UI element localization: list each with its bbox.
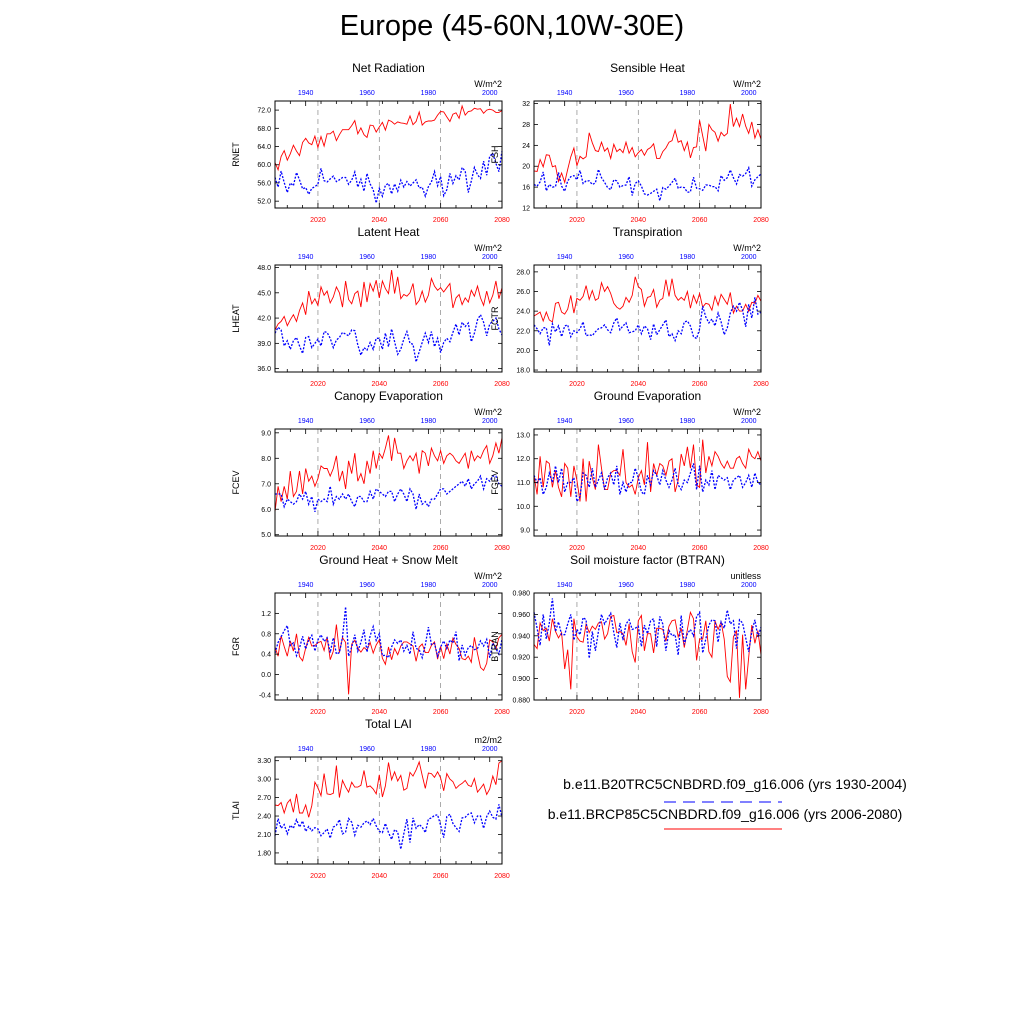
y-axis-label: FCTR xyxy=(490,306,500,331)
panel-units: W/m^2 xyxy=(733,407,761,417)
panel-title: Latent Heat xyxy=(357,225,420,239)
panel-fcev xyxy=(231,389,510,552)
x-tick-label-bottom: 2060 xyxy=(691,545,708,552)
x-tick-label-bottom: 2060 xyxy=(432,545,449,552)
x-tick-label-bottom: 2020 xyxy=(569,381,585,388)
x-tick-label-bottom: 2080 xyxy=(753,217,769,224)
x-tick-label-bottom: 2060 xyxy=(691,217,708,224)
panel-units: W/m^2 xyxy=(733,79,761,89)
series-line-historical xyxy=(534,168,761,201)
y-axis-label: FGEV xyxy=(490,470,500,495)
series-line-future xyxy=(275,761,502,818)
y-tick-label: 3.30 xyxy=(257,758,271,766)
series-line-future xyxy=(534,104,761,182)
y-tick-label: 68.0 xyxy=(257,125,271,133)
x-tick-label-top: 1980 xyxy=(420,582,437,589)
series-line-historical xyxy=(275,151,502,203)
panel-rnet xyxy=(231,61,510,224)
x-tick-label-top: 1960 xyxy=(359,90,375,97)
y-tick-label: 24 xyxy=(522,142,530,150)
panel-fgr xyxy=(231,553,510,716)
panel-units: m2/m2 xyxy=(474,735,502,745)
y-tick-label: 0.980 xyxy=(512,590,530,598)
y-axis-label: LHEAT xyxy=(231,304,241,333)
series-line-future xyxy=(275,435,502,511)
x-tick-label-bottom: 2020 xyxy=(310,545,326,552)
series-line-future xyxy=(534,440,761,502)
panel-units: W/m^2 xyxy=(733,243,761,253)
y-tick-label: 0.960 xyxy=(512,611,530,619)
series-line-historical xyxy=(275,804,502,849)
x-tick-label-bottom: 2040 xyxy=(371,217,388,224)
x-tick-label-top: 2000 xyxy=(481,418,498,425)
y-axis-label: FCEV xyxy=(231,470,241,495)
y-tick-label: 20 xyxy=(522,163,530,171)
x-tick-label-top: 1960 xyxy=(618,418,634,425)
x-tick-label-top: 1960 xyxy=(618,254,634,261)
x-tick-label-top: 2000 xyxy=(481,746,498,753)
panel-title: Sensible Heat xyxy=(610,61,685,75)
x-tick-label-bottom: 2020 xyxy=(310,873,326,880)
x-tick-label-top: 1980 xyxy=(420,254,437,261)
y-tick-label: 7.0 xyxy=(261,481,271,489)
x-tick-label-bottom: 2080 xyxy=(494,217,510,224)
series-line-historical xyxy=(534,297,761,345)
y-tick-label: 26.0 xyxy=(516,289,530,297)
x-tick-label-bottom: 2080 xyxy=(494,545,510,552)
plot-frame xyxy=(275,265,502,372)
x-tick-label-top: 2000 xyxy=(740,254,757,261)
x-tick-label-top: 1960 xyxy=(359,582,375,589)
x-tick-label-top: 2000 xyxy=(740,418,757,425)
plot-frame xyxy=(275,757,502,864)
x-tick-label-bottom: 2020 xyxy=(569,709,585,716)
x-tick-label-bottom: 2040 xyxy=(371,381,388,388)
x-tick-label-bottom: 2080 xyxy=(494,709,510,716)
x-tick-label-top: 1980 xyxy=(679,90,696,97)
panel-btran xyxy=(490,553,769,716)
y-tick-label: 6.0 xyxy=(261,506,271,514)
figure-title: Europe (45-60N,10W-30E) xyxy=(339,10,685,42)
series-line-historical xyxy=(275,315,502,362)
y-tick-label: 52.0 xyxy=(257,198,271,206)
y-tick-label: 9.0 xyxy=(261,430,271,438)
x-tick-label-top: 1940 xyxy=(297,90,314,97)
panel-title: Ground Evaporation xyxy=(593,389,702,403)
y-tick-label: 11.0 xyxy=(516,480,530,487)
x-tick-label-bottom: 2040 xyxy=(630,709,647,716)
legend-label-future: b.e11.BRCP85C5CNBDRD.f09_g16.006 (yrs 2006-2080) xyxy=(547,806,903,822)
y-tick-label: 5.0 xyxy=(261,532,271,540)
series-line-future xyxy=(275,625,502,695)
x-tick-label-bottom: 2040 xyxy=(630,381,647,388)
plot-frame xyxy=(534,101,761,208)
x-tick-label-bottom: 2040 xyxy=(371,709,388,716)
y-tick-label: 3.00 xyxy=(257,776,271,784)
x-tick-label-top: 1960 xyxy=(359,254,375,261)
y-tick-label: 72.0 xyxy=(257,107,271,115)
x-tick-label-top: 1960 xyxy=(359,746,375,753)
x-tick-label-bottom: 2040 xyxy=(371,545,388,552)
series-line-historical xyxy=(275,607,502,661)
panel-units: W/m^2 xyxy=(474,79,502,89)
panel-fsh xyxy=(490,61,769,224)
panel-units: unitless xyxy=(730,571,761,581)
panel-units: W/m^2 xyxy=(474,243,502,253)
x-tick-label-bottom: 2040 xyxy=(630,217,647,224)
plot-frame xyxy=(275,429,502,536)
x-tick-label-bottom: 2040 xyxy=(371,873,388,880)
x-tick-label-top: 1980 xyxy=(679,418,696,425)
series-line-future xyxy=(534,277,761,322)
y-tick-label: 1.2 xyxy=(261,610,271,618)
y-tick-label: 24.0 xyxy=(516,308,530,316)
x-tick-label-bottom: 2080 xyxy=(753,709,769,716)
y-tick-label: 39.0 xyxy=(257,340,271,348)
plot-frame xyxy=(275,593,502,700)
x-tick-label-top: 1960 xyxy=(618,90,634,97)
y-tick-label: 18.0 xyxy=(516,367,530,375)
x-tick-label-bottom: 2020 xyxy=(310,217,326,224)
x-tick-label-top: 1980 xyxy=(420,418,437,425)
y-tick-label: 12.0 xyxy=(516,456,530,464)
y-tick-label: -0.4 xyxy=(258,692,271,700)
x-tick-label-bottom: 2080 xyxy=(494,873,510,880)
x-tick-label-bottom: 2080 xyxy=(753,545,769,552)
panel-units: W/m^2 xyxy=(474,407,502,417)
x-tick-label-top: 2000 xyxy=(481,582,498,589)
panel-units: W/m^2 xyxy=(474,571,502,581)
y-tick-label: 42.0 xyxy=(257,315,271,323)
x-tick-label-top: 1940 xyxy=(297,254,314,261)
series-line-future xyxy=(275,270,502,330)
x-tick-label-bottom: 2080 xyxy=(753,381,769,388)
y-axis-label: FGR xyxy=(231,637,241,656)
x-tick-label-top: 1960 xyxy=(618,582,634,589)
y-tick-label: 20.0 xyxy=(516,347,530,355)
y-tick-label: 0.880 xyxy=(512,697,530,705)
x-tick-label-bottom: 2060 xyxy=(432,217,449,224)
x-tick-label-bottom: 2060 xyxy=(432,873,449,880)
x-tick-label-top: 1940 xyxy=(556,254,573,261)
y-tick-label: 28 xyxy=(522,121,530,129)
panel-title: Ground Heat + Snow Melt xyxy=(319,553,458,567)
x-tick-label-top: 2000 xyxy=(481,254,498,261)
x-tick-label-top: 2000 xyxy=(740,90,757,97)
y-tick-label: 2.10 xyxy=(257,831,271,839)
y-tick-label: 0.900 xyxy=(512,676,530,684)
y-tick-label: 56.0 xyxy=(257,180,271,188)
panel-fgev xyxy=(490,389,769,552)
x-tick-label-bottom: 2060 xyxy=(432,381,449,388)
y-tick-label: 8.0 xyxy=(261,455,271,463)
panel-title: Total LAI xyxy=(365,717,412,731)
x-tick-label-bottom: 2020 xyxy=(569,217,585,224)
x-tick-label-bottom: 2080 xyxy=(494,381,510,388)
x-tick-label-bottom: 2020 xyxy=(310,381,326,388)
series-line-future xyxy=(275,106,502,170)
x-tick-label-top: 1980 xyxy=(420,90,437,97)
y-tick-label: 45.0 xyxy=(257,290,271,298)
x-tick-label-top: 1940 xyxy=(297,582,314,589)
y-tick-label: 0.4 xyxy=(261,651,271,659)
y-tick-label: 60.0 xyxy=(257,162,271,170)
y-tick-label: 1.80 xyxy=(257,850,271,858)
y-tick-label: 0.940 xyxy=(512,633,530,641)
y-axis-label: TLAI xyxy=(231,800,241,821)
x-tick-label-bottom: 2020 xyxy=(310,709,326,716)
panel-title: Net Radiation xyxy=(352,61,425,75)
x-tick-label-top: 1940 xyxy=(297,418,314,425)
y-axis-label: BTRAN xyxy=(490,631,500,662)
panel-fctr xyxy=(490,225,769,388)
x-tick-label-bottom: 2060 xyxy=(432,709,449,716)
series-line-historical xyxy=(534,598,761,658)
y-tick-label: 16 xyxy=(522,184,530,192)
plot-frame xyxy=(534,265,761,372)
legend-label-historical: b.e11.B20TRC5CNBDRD.f09_g16.006 (yrs 1930-2004) xyxy=(563,776,907,792)
x-tick-label-bottom: 2060 xyxy=(691,381,708,388)
x-tick-label-top: 2000 xyxy=(481,90,498,97)
x-tick-label-top: 1940 xyxy=(297,746,314,753)
panel-title: Canopy Evaporation xyxy=(334,389,443,403)
y-tick-label: 13.0 xyxy=(516,432,530,440)
panel-tlai xyxy=(231,717,510,880)
y-tick-label: 36.0 xyxy=(257,366,271,374)
x-tick-label-top: 1980 xyxy=(679,254,696,261)
panel-lheat xyxy=(231,225,510,388)
y-tick-label: 28.0 xyxy=(516,269,530,277)
y-axis-label: FSH xyxy=(490,145,500,164)
x-tick-label-top: 1980 xyxy=(679,582,696,589)
x-tick-label-top: 2000 xyxy=(740,582,757,589)
panel-title: Transpiration xyxy=(612,225,683,239)
panel-title: Soil moisture factor (BTRAN) xyxy=(570,553,725,567)
y-tick-label: 0.0 xyxy=(261,672,271,680)
y-tick-label: 12 xyxy=(522,205,530,213)
x-tick-label-bottom: 2040 xyxy=(630,545,647,552)
y-tick-label: 2.40 xyxy=(257,813,271,821)
y-tick-label: 2.70 xyxy=(257,795,271,803)
x-tick-label-top: 1940 xyxy=(556,418,573,425)
x-tick-label-top: 1940 xyxy=(556,582,573,589)
x-tick-label-top: 1960 xyxy=(359,418,375,425)
x-tick-label-top: 1980 xyxy=(420,746,437,753)
y-tick-label: 32 xyxy=(522,101,530,109)
y-tick-label: 9.0 xyxy=(520,527,530,535)
x-tick-label-bottom: 2060 xyxy=(691,709,708,716)
y-tick-label: 0.8 xyxy=(261,631,271,639)
plot-frame xyxy=(534,593,761,700)
y-tick-label: 64.0 xyxy=(257,144,271,152)
x-tick-label-top: 1940 xyxy=(556,90,573,97)
y-tick-label: 10.0 xyxy=(516,503,530,511)
y-tick-label: 0.920 xyxy=(512,654,530,662)
x-tick-label-bottom: 2020 xyxy=(569,545,585,552)
y-tick-label: 48.0 xyxy=(257,265,271,273)
y-axis-label: RNET xyxy=(231,142,241,167)
y-tick-label: 22.0 xyxy=(516,328,530,336)
